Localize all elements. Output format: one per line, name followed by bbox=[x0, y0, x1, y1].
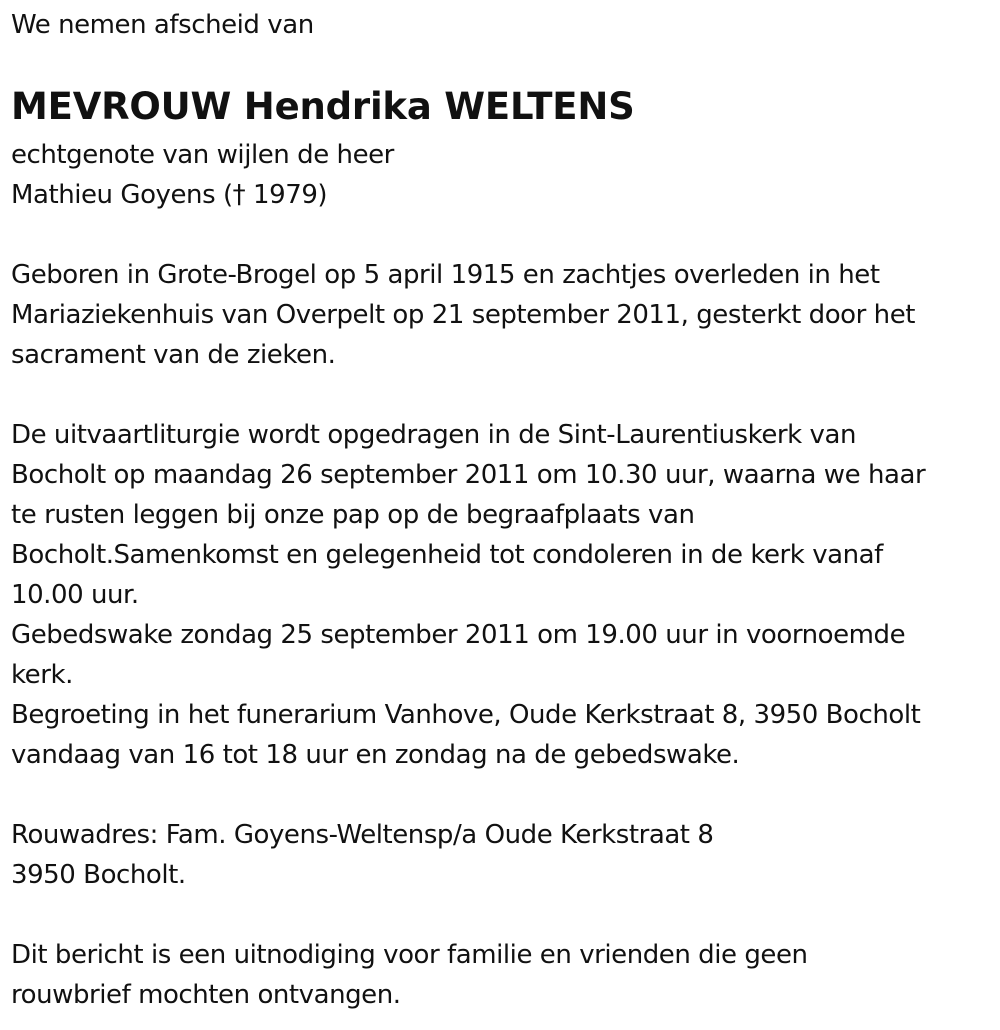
deceased-name: MEVROUW Hendrika WELTENS bbox=[11, 85, 635, 128]
paragraph-line: rouwbrief mochten ontvangen. bbox=[11, 980, 401, 1010]
paragraph-line: vandaag van 16 tot 18 uur en zondag na de gebedswake. bbox=[11, 740, 740, 770]
spacer bbox=[11, 775, 996, 815]
spouse-name-line bbox=[11, 175, 996, 215]
spouse-death-year: 1979) bbox=[245, 180, 328, 210]
intro-text: We nemen afscheid van bbox=[11, 10, 314, 40]
spacer bbox=[11, 895, 996, 935]
paragraph-line: De uitvaartliturgie wordt opgedragen in de Sint-Laurentiuskerk van bbox=[11, 420, 856, 450]
spacer bbox=[11, 215, 996, 255]
paragraph-line: Begroeting in het funerarium Vanhove, Oude Kerkstraat 8, 3950 Bocholt bbox=[11, 700, 921, 730]
paragraph-line: kerk. bbox=[11, 660, 73, 690]
paragraph-line: Geboren in Grote-Brogel op 5 april 1915 en zachtjes overleden in het bbox=[11, 260, 880, 290]
paragraph-line: Rouwadres: Fam. Goyens-Weltensp/a Oude Kerkstraat 8 bbox=[11, 820, 714, 850]
spacer bbox=[11, 375, 996, 415]
paragraph-line: 3950 Bocholt. bbox=[11, 860, 186, 890]
funeral-paragraph bbox=[11, 415, 996, 775]
death-notice bbox=[11, 5, 996, 1015]
paragraph-line: Gebedswake zondag 25 september 2011 om 19.00 uur in voornoemde bbox=[11, 620, 906, 650]
address-paragraph bbox=[11, 815, 996, 895]
cross-icon: † bbox=[232, 180, 246, 210]
closing-paragraph bbox=[11, 935, 996, 1015]
paragraph-line: Bocholt.Samenkomst en gelegenheid tot condoleren in de kerk vanaf bbox=[11, 540, 883, 570]
spouse-name: Mathieu Goyens ( bbox=[11, 180, 233, 210]
paragraph-line: Bocholt op maandag 26 september 2011 om 10.30 uur, waarna we haar bbox=[11, 460, 926, 490]
paragraph-line: Mariaziekenhuis van Overpelt op 21 september 2011, gesterkt door het bbox=[11, 300, 915, 330]
paragraph-line: Dit bericht is een uitnodiging voor familie en vrienden die geen bbox=[11, 940, 808, 970]
paragraph-line: te rusten leggen bij onze pap op de begraafplaats van bbox=[11, 500, 695, 530]
paragraph-line: 10.00 uur. bbox=[11, 580, 139, 610]
spouse-line: echtgenote van wijlen de heer bbox=[11, 140, 394, 170]
paragraph-line: sacrament van de zieken. bbox=[11, 340, 336, 370]
birth-death-paragraph bbox=[11, 255, 996, 375]
